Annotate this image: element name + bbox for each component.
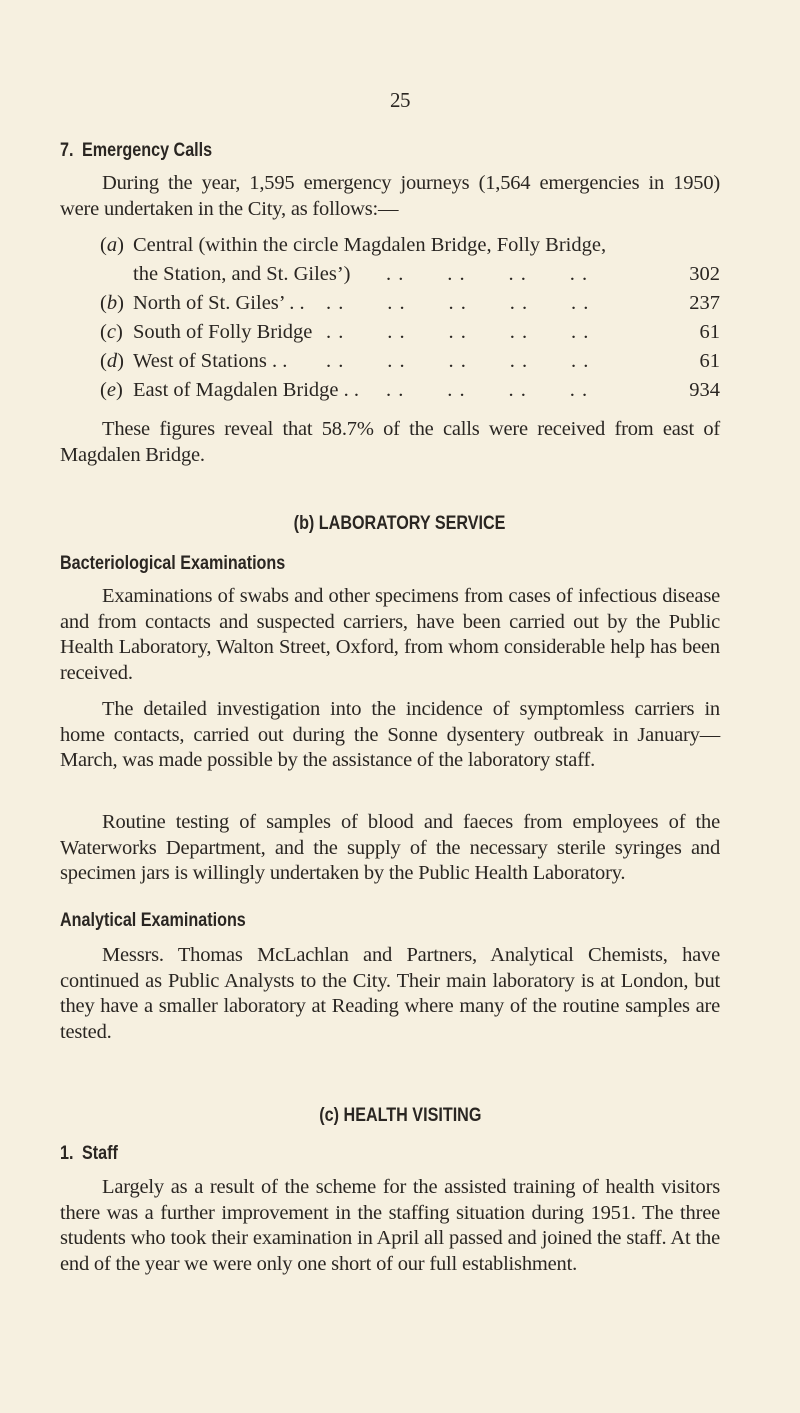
analytical-heading: Analytical Examinations: [60, 910, 246, 931]
item-value: 934: [689, 379, 720, 401]
staff-paragraph: Largely as a result of the scheme for the assisted training of health visitors there was a further improvement in the staffing situation during 1951. The three students who took their examination in April all passed and joined the staff. At the end of the year we were only one short of our full establishment.: [60, 1176, 720, 1275]
item-letter: (e): [100, 379, 123, 401]
list-item-east: [100, 376, 720, 405]
emergency-calls-intro: During the year, 1,595 emergency journeys (1,564 emergencies in 1950) were undertaken in the City, as follows:—: [60, 172, 720, 220]
page-number: 25: [390, 88, 410, 112]
item-label: North of St. Giles’ . .: [133, 292, 305, 314]
list-item-central: [100, 231, 720, 260]
section-title: Emergency Calls: [81, 140, 213, 161]
bacteriological-paragraph-2: The detailed investigation into the incidence of symptomless carriers in home contacts, carried out during the Sonne dysentery outbreak in January—March, was made possible by the assistance of the laboratory staff.: [60, 698, 720, 771]
emergency-calls-heading: [60, 140, 212, 162]
list-item-central-continued: [100, 260, 720, 289]
staff-heading: [60, 1143, 118, 1165]
section-number: 7.: [60, 140, 74, 161]
item-letter: (c): [100, 321, 123, 343]
bacteriological-heading: Bacteriological Examinations: [60, 553, 286, 574]
item-label: East of Magdalen Bridge . .: [133, 379, 360, 401]
dot-leader: . . . . . . . . . .: [326, 321, 590, 343]
health-visiting-heading: (c) HEALTH VISITING: [318, 1105, 482, 1126]
item-label: West of Stations . .: [133, 350, 288, 372]
item-label-continued: the Station, and St. Giles’): [133, 263, 351, 285]
bacteriological-paragraph-3: Routine testing of samples of blood and faeces from employees of the Waterworks Department, and the supply of the necessary sterile syringes and specimen jars is willingly undertaken by the Public Health Laboratory.: [60, 811, 720, 884]
dot-leader: . . . . . . . . . .: [326, 350, 590, 372]
item-value: 61: [699, 350, 720, 372]
section-number: 1.: [60, 1143, 74, 1164]
item-letter: (a): [100, 234, 124, 256]
list-item-south: [100, 318, 720, 347]
item-value: 237: [689, 292, 720, 314]
emergency-calls-conclusion: These figures reveal that 58.7% of the calls were received from east of Magdalen Bridge.: [60, 418, 720, 466]
laboratory-service-heading: (b) LABORATORY SERVICE: [294, 513, 506, 534]
item-letter: (b): [100, 292, 124, 314]
dot-leader: . . . . . . . .: [386, 263, 589, 285]
analytical-paragraph: Messrs. Thomas McLachlan and Partners, Analytical Chemists, have continued as Public Analysts to the City. Their main laboratory is at London, but they have a smaller laboratory at Reading where many of the routine samples are tested.: [60, 944, 720, 1043]
item-value: 302: [689, 263, 720, 285]
dot-leader: . . . . . . . . . .: [326, 292, 590, 314]
dot-leader: . . . . . . . .: [386, 379, 589, 401]
emergency-calls-list: [100, 231, 720, 405]
bacteriological-paragraph-1: Examinations of swabs and other specimens from cases of infectious disease and from contacts and suspected carriers, have been carried out by the Public Health Laboratory, Walton Street, Oxford, from whom considerable help has been received.: [60, 585, 720, 684]
item-label: South of Folly Bridge: [133, 321, 313, 343]
section-title: Staff: [81, 1143, 118, 1164]
item-value: 61: [699, 321, 720, 343]
item-label: Central (within the circle Magdalen Bridge, Folly Bridge,: [133, 234, 607, 256]
item-letter: (d): [100, 350, 124, 372]
list-item-north: [100, 289, 720, 318]
list-item-west: [100, 347, 720, 376]
